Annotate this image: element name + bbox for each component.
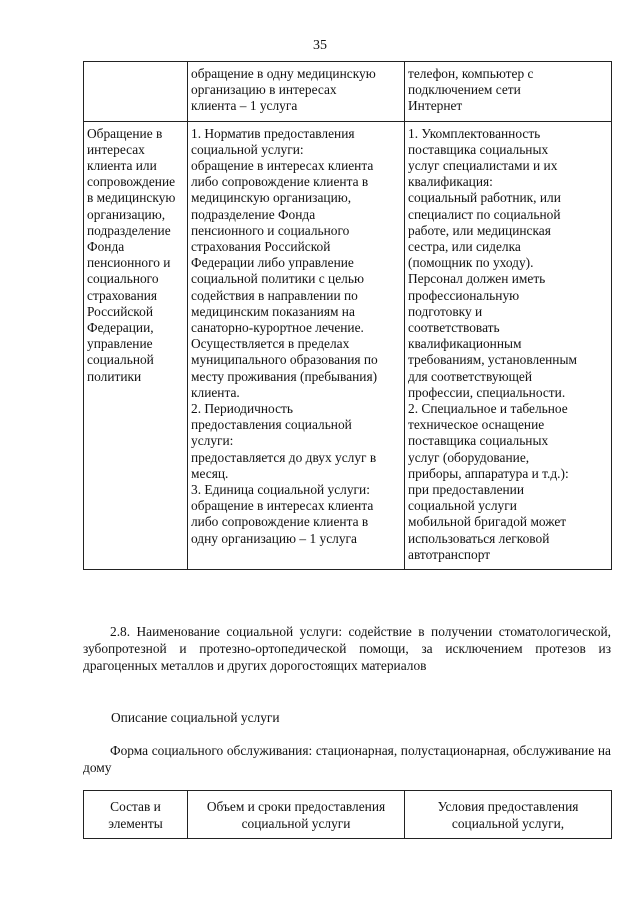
text-line: социальной	[87, 352, 154, 368]
text-line: Персонал должен иметь	[408, 271, 546, 287]
table-header-row	[84, 791, 612, 839]
text-line: пенсионного и	[87, 255, 171, 271]
text-line: автотранспорт	[408, 546, 491, 562]
text-line: профессиональную	[408, 287, 520, 303]
text-line: Объем и сроки предоставления	[206, 799, 386, 814]
text-line: (помощник по уходу).	[408, 255, 534, 271]
text-line: 1. Укомплектованность	[408, 125, 541, 141]
text-line: сестра, или сиделка	[408, 239, 521, 255]
page-number: 35	[313, 38, 327, 53]
text-line: страхования	[87, 287, 158, 303]
text-line: социальный работник, или	[408, 190, 561, 206]
text-line: содействия в направлении по	[191, 287, 358, 303]
text-line: в медицинскую	[87, 190, 176, 206]
text-line: месту проживания (пребывания)	[191, 368, 378, 384]
text-line: социальной услуги	[241, 816, 351, 831]
text-line: медицинскую организацию,	[191, 190, 352, 206]
text-line: Фонда	[87, 239, 125, 255]
text-line: муниципального образования по	[191, 352, 378, 368]
text-line: квалификационным	[408, 336, 522, 352]
text-line: сопровождение	[87, 174, 176, 190]
text-line: Федерации,	[87, 320, 154, 336]
text-line: требованиям, установленным	[408, 352, 577, 368]
text-line: подключением сети	[408, 82, 521, 98]
text-line: элементы	[108, 816, 163, 831]
text-line: Обращение в	[87, 125, 163, 141]
text-line: обращение в интересах клиента	[191, 498, 374, 514]
text-line: социальной услуги,	[451, 816, 565, 831]
table-row	[84, 62, 612, 122]
text-line: медицинским показаниям на	[191, 303, 355, 319]
table-cell-composition	[84, 121, 188, 569]
text-line: интересах	[87, 141, 145, 157]
text-line: приборы, аппаратура и т.д.):	[408, 465, 569, 481]
text-line: обращение в одну медицинскую	[191, 66, 376, 81]
text-line: специалист по социальной	[408, 206, 561, 222]
text-line: либо сопровождение клиента в	[191, 174, 369, 190]
text-line: 1. Норматив предоставления	[191, 125, 355, 141]
text-line: социальной услуги:	[191, 141, 304, 157]
description-heading: Описание социальной услуги	[111, 710, 280, 725]
table-cell-composition	[84, 62, 188, 122]
text-line: социального	[87, 271, 159, 287]
text-line: организацию в интересах	[191, 82, 337, 98]
table-row	[84, 121, 612, 569]
text-line: Федерации либо управление	[191, 255, 354, 271]
text-line: работе, или медицинская	[408, 222, 551, 238]
text-line: Российской	[87, 303, 153, 319]
text-line: клиента.	[191, 384, 240, 400]
text-line: социальной услуги	[408, 498, 517, 514]
text-line: предоставления социальной	[191, 417, 352, 433]
table-cell-volume	[188, 121, 405, 569]
text-line: обращение в интересах клиента	[191, 158, 374, 174]
text-line: 2. Периодичность	[191, 401, 293, 417]
text-line: санаторно-курортное лечение.	[191, 320, 364, 336]
text-line: при предоставлении	[408, 482, 525, 498]
text-line: поставщика социальных	[408, 141, 549, 157]
header-table	[83, 790, 612, 839]
text-line: услуг специалистами и их	[408, 158, 558, 174]
services-table	[83, 61, 612, 570]
text-line: клиента или	[87, 158, 157, 174]
text-line: телефон, компьютер с	[408, 66, 534, 81]
text-line: техническое оснащение	[408, 417, 545, 433]
text-line: 3. Единица социальной услуги:	[191, 482, 370, 498]
header-cell-composition	[84, 791, 188, 839]
text-line: клиента – 1 услуга	[191, 98, 298, 114]
header-cell-volume	[188, 791, 405, 839]
text-line: Интернет	[408, 98, 463, 114]
text-line: страхования Российской	[191, 239, 331, 255]
text-line: профессии, специальности.	[408, 384, 566, 400]
text-line: пенсионного и социального	[191, 222, 350, 238]
table-cell-conditions	[405, 62, 612, 122]
text-line: соответствовать	[408, 320, 500, 336]
text-line: политики	[87, 368, 142, 384]
text-line: мобильной бригадой может	[408, 514, 567, 530]
text-line: квалификация:	[408, 174, 493, 190]
text-line: для соответствующей	[408, 368, 532, 384]
text-line: услуги:	[191, 433, 234, 449]
text-line: управление	[87, 336, 153, 352]
section-title: 2.8. Наименование социальной услуги: содействие в получении стоматологической, зубопротезной и протезно-ортопедической помощи, за исключением протезов из драгоценных металлов и других дорогостоящих материалов	[83, 624, 611, 673]
text-line: 2. Специальное и табельное	[408, 401, 568, 417]
text-line: подразделение Фонда	[191, 206, 316, 222]
text-line: месяц.	[191, 465, 229, 481]
text-line: услуг (оборудование,	[408, 449, 530, 465]
text-line: одну организацию – 1 услуга	[191, 530, 357, 546]
text-line: Условия предоставления	[437, 799, 579, 814]
table-cell-volume	[188, 62, 405, 122]
table-cell-conditions	[405, 121, 612, 569]
text-line: поставщика социальных	[408, 433, 549, 449]
text-line: использоваться легковой	[408, 530, 550, 546]
header-cell-conditions	[405, 791, 612, 839]
text-line: либо сопровождение клиента в	[191, 514, 369, 530]
service-form: Форма социального обслуживания: стационарная, полустационарная, обслуживание на дому	[83, 743, 611, 775]
text-line: подготовку и	[408, 303, 483, 319]
text-line: социальной политики с целью	[191, 271, 364, 287]
text-line: организацию,	[87, 206, 166, 222]
text-line: предоставляется до двух услуг в	[191, 449, 377, 465]
text-line: Состав и	[110, 799, 161, 814]
text-line: подразделение	[87, 222, 171, 238]
text-line: Осуществляется в пределах	[191, 336, 350, 352]
